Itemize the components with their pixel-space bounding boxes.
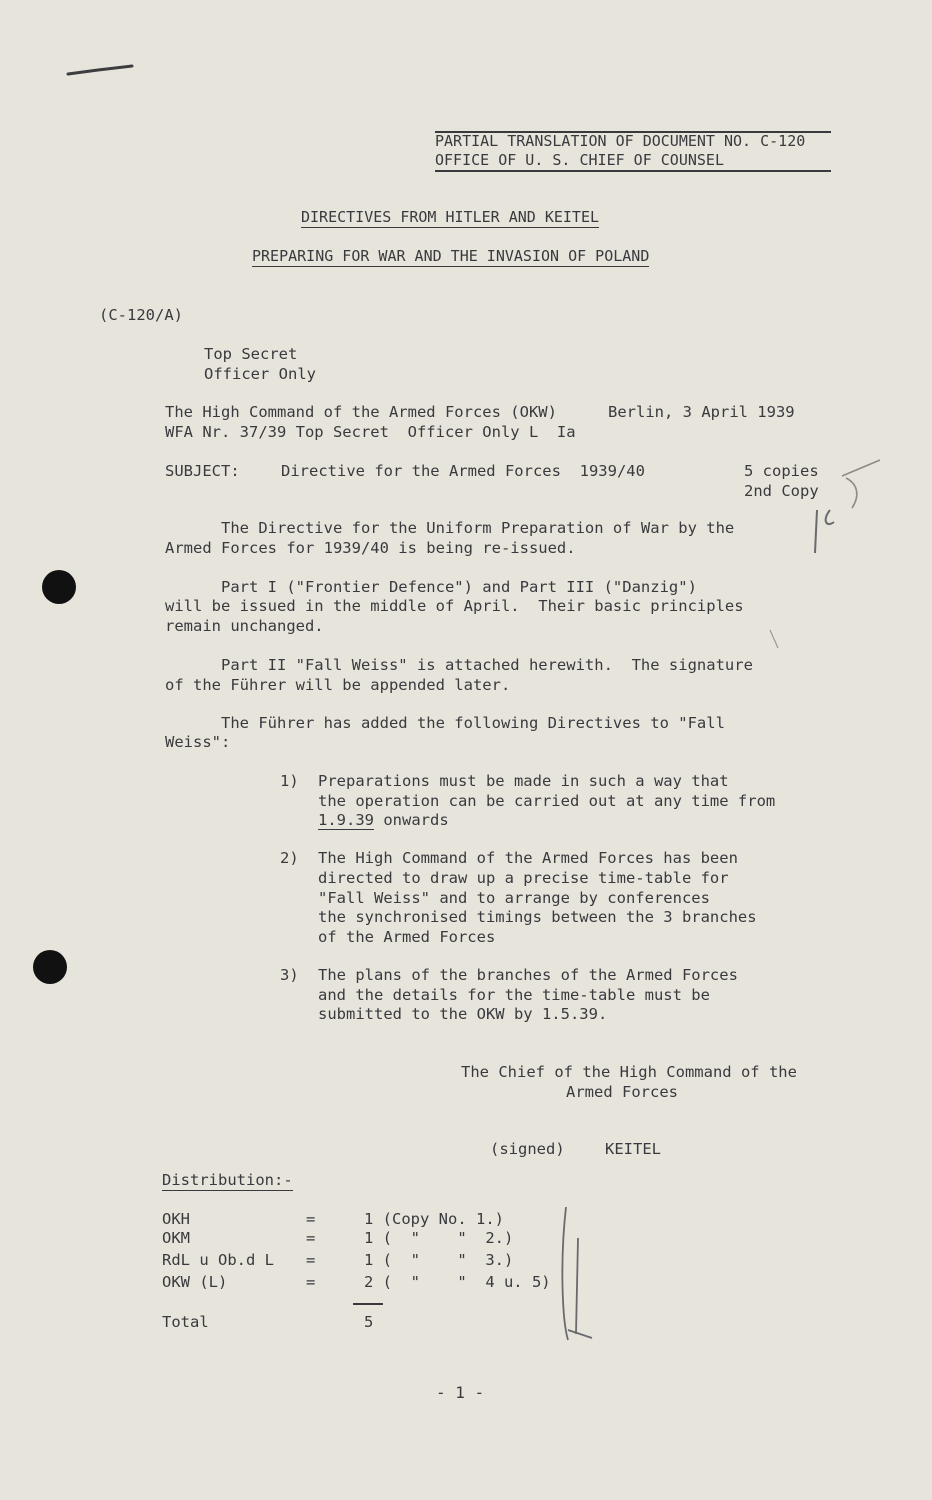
copy-number: 2nd Copy bbox=[744, 482, 819, 500]
copies-count: 5 copies bbox=[744, 462, 819, 480]
distribution-row-2-entry: 1 ( " " 2.) bbox=[364, 1229, 514, 1247]
item-1-line-1: Preparations must be made in such a way that bbox=[318, 772, 729, 790]
paragraph-1-line-2: Armed Forces for 1939/40 is being re-issued. bbox=[165, 539, 576, 557]
item-2-line-3: "Fall Weiss" and to arrange by conferences bbox=[318, 889, 710, 907]
item-2-number: 2) bbox=[280, 849, 299, 867]
signer-name: KEITEL bbox=[605, 1140, 661, 1158]
signature-title-line-2: Armed Forces bbox=[566, 1083, 678, 1101]
paragraph-2-line-3: remain unchanged. bbox=[165, 617, 324, 635]
paragraph-3-line-2: of the Führer will be appended later. bbox=[165, 676, 511, 694]
paragraph-1-line-1: The Directive for the Uniform Preparation of War by the bbox=[165, 519, 735, 537]
small-tick-mark bbox=[770, 630, 778, 648]
item-2-line-4: the synchronised timings between the 3 branches bbox=[318, 908, 757, 926]
margin-check-mark bbox=[842, 460, 880, 508]
top-left-pen-stroke bbox=[68, 66, 132, 74]
subject-label: SUBJECT: bbox=[165, 462, 240, 480]
distribution-row-4-name: OKW (L) bbox=[162, 1273, 228, 1291]
distribution-row-2-sep: = bbox=[306, 1229, 316, 1247]
distribution-row-3-name: RdL u Ob.d L bbox=[162, 1251, 274, 1269]
distribution-row-1-entry: 1 (Copy No. 1.) bbox=[364, 1210, 504, 1228]
distribution-bracket-mark bbox=[562, 1207, 592, 1340]
place-date: Berlin, 3 April 1939 bbox=[608, 403, 795, 421]
document-ref: (C-120/A) bbox=[99, 306, 183, 324]
item-3-line-2: and the details for the time-table must be bbox=[318, 986, 710, 1004]
distribution-label: Distribution:- bbox=[162, 1171, 293, 1189]
paragraph-4-line-1: The Führer has added the following Directives to "Fall bbox=[165, 714, 725, 732]
item-1-number: 1) bbox=[280, 772, 299, 790]
signature-title-line-1: The Chief of the High Command of the bbox=[461, 1063, 797, 1081]
subject-text: Directive for the Armed Forces 1939/40 bbox=[281, 462, 645, 480]
margin-bracket-mark bbox=[815, 510, 834, 553]
paragraph-3-line-1: Part II "Fall Weiss" is attached herewith. The signature bbox=[165, 656, 753, 674]
distribution-row-3-sep: = bbox=[306, 1251, 316, 1269]
item-2-line-2: directed to draw up a precise time-table for bbox=[318, 869, 729, 887]
header-line-1: PARTIAL TRANSLATION OF DOCUMENT NO. C-120 bbox=[435, 132, 806, 150]
title-line-1: DIRECTIVES FROM HITLER AND KEITEL bbox=[301, 208, 600, 226]
distribution-row-4-sep: = bbox=[306, 1273, 316, 1291]
item-1-date-suffix: onwards bbox=[374, 811, 449, 829]
distribution-row-1-name: OKH bbox=[162, 1210, 190, 1228]
total-value: 5 bbox=[364, 1313, 374, 1331]
item-3-line-3: submitted to the OKW by 1.5.39. bbox=[318, 1005, 608, 1023]
distribution-row-4-entry: 2 ( " " 4 u. 5) bbox=[364, 1273, 551, 1291]
title-line-2: PREPARING FOR WAR AND THE INVASION OF POLAND bbox=[252, 247, 650, 265]
paragraph-2-line-1: Part I ("Frontier Defence") and Part III ("Danzig") bbox=[165, 578, 697, 596]
item-1-line-2: the operation can be carried out at any time from bbox=[318, 792, 776, 810]
item-3-number: 3) bbox=[280, 966, 299, 984]
signed-note: (signed) bbox=[490, 1140, 565, 1158]
file-reference: WFA Nr. 37/39 Top Secret Officer Only L Ia bbox=[165, 423, 576, 441]
item-2-line-1: The High Command of the Armed Forces has been bbox=[318, 849, 738, 867]
item-2-line-5: of the Armed Forces bbox=[318, 928, 496, 946]
page-number: - 1 - bbox=[436, 1383, 485, 1402]
distribution-row-1-sep: = bbox=[306, 1210, 316, 1228]
item-1-date: 1.9.39 bbox=[318, 811, 374, 829]
distribution-row-2-name: OKM bbox=[162, 1229, 190, 1247]
item-3-line-1: The plans of the branches of the Armed Forces bbox=[318, 966, 738, 984]
paragraph-4-line-2: Weiss": bbox=[165, 733, 231, 751]
classification-line-2: Officer Only bbox=[204, 365, 316, 383]
sender-org: The High Command of the Armed Forces (OKW) bbox=[165, 403, 557, 421]
paragraph-2-line-2: will be issued in the middle of April. Their basic principles bbox=[165, 597, 744, 615]
total-label: Total bbox=[162, 1313, 209, 1331]
classification-line-1: Top Secret bbox=[204, 345, 298, 363]
distribution-row-3-entry: 1 ( " " 3.) bbox=[364, 1251, 514, 1269]
header-line-2: OFFICE OF U. S. CHIEF OF COUNSEL bbox=[435, 151, 724, 169]
